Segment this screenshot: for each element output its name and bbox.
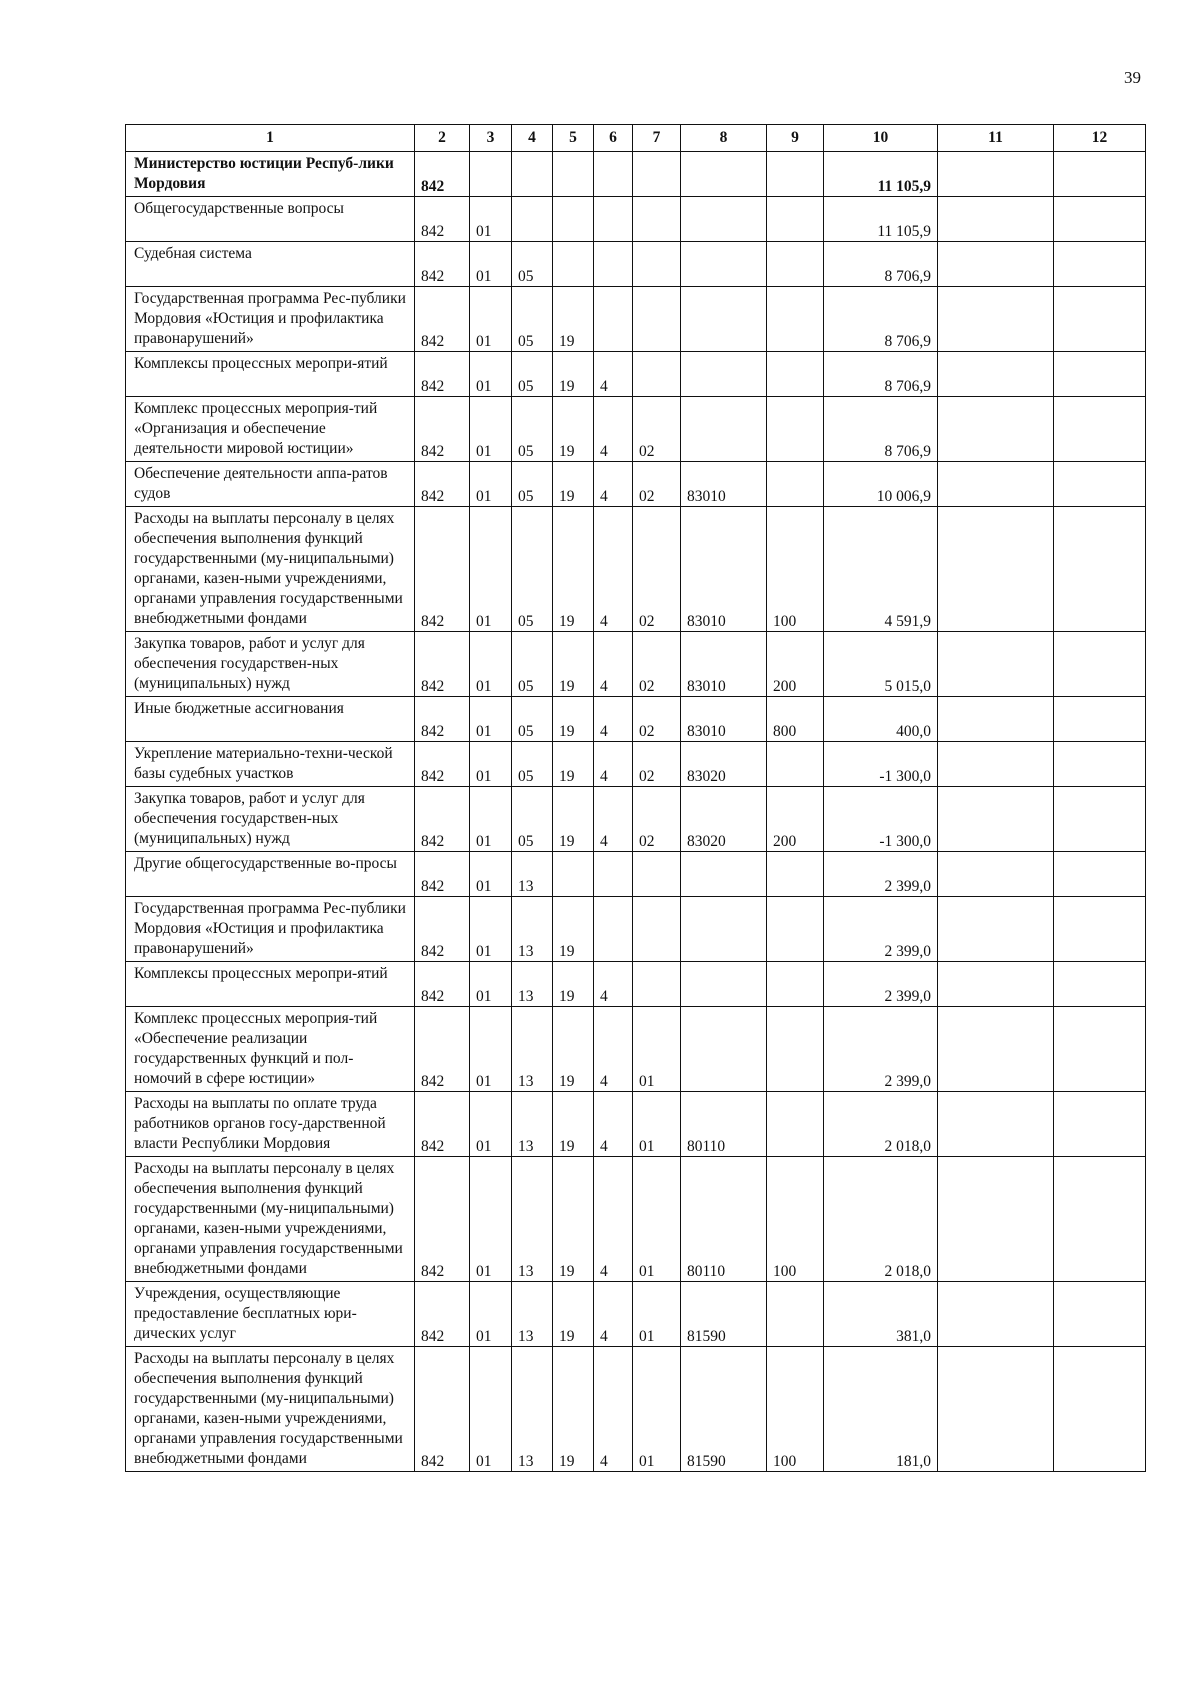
program-code-cell: 19 [553, 352, 594, 397]
col12-cell [1054, 152, 1146, 197]
target-code-cell: 83010 [681, 632, 767, 697]
program-code-cell [553, 852, 594, 897]
section-code-cell: 01 [470, 1282, 512, 1347]
col12-cell [1054, 1157, 1146, 1282]
subprogram-code-cell: 4 [594, 1092, 633, 1157]
target-code-cell [681, 897, 767, 962]
target-code-cell: 83010 [681, 697, 767, 742]
table-row [126, 897, 1146, 962]
column-header: 5 [553, 125, 594, 152]
complex-code-cell [633, 897, 681, 962]
col11-cell [938, 1282, 1054, 1347]
amount-cell: 181,0 [824, 1347, 938, 1472]
target-code-cell: 83010 [681, 462, 767, 507]
amount-cell: 2 399,0 [824, 962, 938, 1007]
expense-type-cell: 100 [767, 1347, 824, 1472]
col11-cell [938, 1347, 1054, 1472]
col12-cell [1054, 1282, 1146, 1347]
table-row [126, 1282, 1146, 1347]
col12-cell [1054, 1347, 1146, 1472]
chapter-code-cell: 842 [415, 352, 470, 397]
subsection-code-cell: 05 [512, 462, 553, 507]
subsection-code-cell: 05 [512, 242, 553, 287]
row-name-cell: Обеспечение деятельности аппа-ратов судов [126, 462, 415, 507]
expense-type-cell: 200 [767, 787, 824, 852]
amount-cell: 11 105,9 [824, 197, 938, 242]
expense-type-cell [767, 1092, 824, 1157]
col11-cell [938, 1157, 1054, 1282]
col12-cell [1054, 352, 1146, 397]
section-code-cell: 01 [470, 1157, 512, 1282]
subprogram-code-cell: 4 [594, 507, 633, 632]
subprogram-code-cell [594, 242, 633, 287]
expense-type-cell [767, 1282, 824, 1347]
table-body [126, 152, 1146, 1472]
section-code-cell: 01 [470, 1347, 512, 1472]
subprogram-code-cell: 4 [594, 1347, 633, 1472]
subsection-code-cell: 13 [512, 1007, 553, 1092]
amount-cell: 8 706,9 [824, 352, 938, 397]
section-code-cell [470, 152, 512, 197]
target-code-cell [681, 242, 767, 287]
row-name-cell: Комплекс процессных мероприя-тий «Обеспечение реализации государственных функций и пол-номочий в сфере юстиции» [126, 1007, 415, 1092]
col11-cell [938, 787, 1054, 852]
col12-cell [1054, 1007, 1146, 1092]
chapter-code-cell: 842 [415, 697, 470, 742]
column-header: 2 [415, 125, 470, 152]
section-code-cell: 01 [470, 852, 512, 897]
row-name-cell: Расходы на выплаты персоналу в целях обеспечения выполнения функций государственными (му-ниципальными) органами, казен-ными учреждениями, органами управления государственными внебюджетными фондами [126, 507, 415, 632]
amount-cell: 2 018,0 [824, 1157, 938, 1282]
amount-cell: -1 300,0 [824, 787, 938, 852]
target-code-cell [681, 397, 767, 462]
subsection-code-cell: 05 [512, 787, 553, 852]
section-code-cell: 01 [470, 1007, 512, 1092]
col12-cell [1054, 897, 1146, 962]
section-code-cell: 01 [470, 697, 512, 742]
program-code-cell [553, 152, 594, 197]
column-header: 1 [126, 125, 415, 152]
table-row [126, 197, 1146, 242]
program-code-cell: 19 [553, 1157, 594, 1282]
row-name-cell: Общегосударственные вопросы [126, 197, 415, 242]
target-code-cell [681, 1007, 767, 1092]
subsection-code-cell: 05 [512, 352, 553, 397]
program-code-cell: 19 [553, 787, 594, 852]
subsection-code-cell: 05 [512, 742, 553, 787]
amount-cell: 2 018,0 [824, 1092, 938, 1157]
complex-code-cell [633, 242, 681, 287]
chapter-code-cell: 842 [415, 742, 470, 787]
chapter-code-cell: 842 [415, 1282, 470, 1347]
chapter-code-cell: 842 [415, 1092, 470, 1157]
program-code-cell [553, 242, 594, 287]
budget-table [125, 124, 1146, 1472]
chapter-code-cell: 842 [415, 897, 470, 962]
subprogram-code-cell: 4 [594, 787, 633, 852]
amount-cell: 11 105,9 [824, 152, 938, 197]
table-row [126, 962, 1146, 1007]
table-row [126, 852, 1146, 897]
amount-cell: 381,0 [824, 1282, 938, 1347]
table-header-row [126, 125, 1146, 152]
table-row [126, 462, 1146, 507]
row-name-cell: Комплексы процессных меропри-ятий [126, 352, 415, 397]
section-code-cell: 01 [470, 352, 512, 397]
complex-code-cell: 02 [633, 397, 681, 462]
column-header: 8 [681, 125, 767, 152]
subprogram-code-cell [594, 852, 633, 897]
target-code-cell: 83020 [681, 787, 767, 852]
col12-cell [1054, 742, 1146, 787]
chapter-code-cell: 842 [415, 242, 470, 287]
table-row [126, 242, 1146, 287]
table-row [126, 742, 1146, 787]
chapter-code-cell: 842 [415, 632, 470, 697]
expense-type-cell: 200 [767, 632, 824, 697]
amount-cell: 5 015,0 [824, 632, 938, 697]
col11-cell [938, 1092, 1054, 1157]
amount-cell: 2 399,0 [824, 852, 938, 897]
complex-code-cell: 02 [633, 632, 681, 697]
target-code-cell: 80110 [681, 1157, 767, 1282]
expense-type-cell [767, 242, 824, 287]
col12-cell [1054, 632, 1146, 697]
subsection-code-cell [512, 152, 553, 197]
row-name-cell: Государственная программа Рес-публики Мордовия «Юстиция и профилактика правонарушений» [126, 287, 415, 352]
complex-code-cell [633, 197, 681, 242]
program-code-cell: 19 [553, 1347, 594, 1472]
section-code-cell: 01 [470, 962, 512, 1007]
section-code-cell: 01 [470, 287, 512, 352]
table-row [126, 507, 1146, 632]
expense-type-cell [767, 197, 824, 242]
subprogram-code-cell: 4 [594, 742, 633, 787]
amount-cell: 2 399,0 [824, 897, 938, 962]
section-code-cell: 01 [470, 507, 512, 632]
subsection-code-cell: 13 [512, 1347, 553, 1472]
page-number: 39 [1124, 68, 1141, 87]
col12-cell [1054, 462, 1146, 507]
col11-cell [938, 697, 1054, 742]
expense-type-cell [767, 152, 824, 197]
row-name-cell: Комплекс процессных мероприя-тий «Организация и обеспечение деятельности мировой юстиции» [126, 397, 415, 462]
col12-cell [1054, 197, 1146, 242]
table-row [126, 152, 1146, 197]
chapter-code-cell: 842 [415, 787, 470, 852]
col12-cell [1054, 242, 1146, 287]
table-row [126, 787, 1146, 852]
row-name-cell: Министерство юстиции Респуб-лики Мордовия [126, 152, 415, 197]
col12-cell [1054, 697, 1146, 742]
subsection-code-cell: 05 [512, 397, 553, 462]
expense-type-cell: 100 [767, 507, 824, 632]
column-header: 3 [470, 125, 512, 152]
chapter-code-cell: 842 [415, 1347, 470, 1472]
col12-cell [1054, 962, 1146, 1007]
table-row [126, 1347, 1146, 1472]
expense-type-cell [767, 352, 824, 397]
column-header: 12 [1054, 125, 1146, 152]
program-code-cell: 19 [553, 897, 594, 962]
col12-cell [1054, 787, 1146, 852]
amount-cell: 10 006,9 [824, 462, 938, 507]
program-code-cell: 19 [553, 742, 594, 787]
subprogram-code-cell: 4 [594, 962, 633, 1007]
col11-cell [938, 897, 1054, 962]
target-code-cell: 81590 [681, 1347, 767, 1472]
subprogram-code-cell: 4 [594, 1007, 633, 1092]
complex-code-cell [633, 352, 681, 397]
target-code-cell [681, 962, 767, 1007]
subprogram-code-cell: 4 [594, 697, 633, 742]
subprogram-code-cell: 4 [594, 397, 633, 462]
col11-cell [938, 462, 1054, 507]
column-header: 6 [594, 125, 633, 152]
col12-cell [1054, 397, 1146, 462]
row-name-cell: Государственная программа Рес-публики Мордовия «Юстиция и профилактика правонарушений» [126, 897, 415, 962]
chapter-code-cell: 842 [415, 287, 470, 352]
expense-type-cell [767, 897, 824, 962]
program-code-cell [553, 197, 594, 242]
expense-type-cell [767, 1007, 824, 1092]
col11-cell [938, 507, 1054, 632]
subsection-code-cell: 13 [512, 1092, 553, 1157]
subprogram-code-cell: 4 [594, 632, 633, 697]
subprogram-code-cell [594, 897, 633, 962]
target-code-cell [681, 152, 767, 197]
target-code-cell [681, 287, 767, 352]
row-name-cell: Учреждения, осуществляющие предоставление бесплатных юри-дических услуг [126, 1282, 415, 1347]
subsection-code-cell: 05 [512, 507, 553, 632]
table-row [126, 397, 1146, 462]
expense-type-cell [767, 397, 824, 462]
table-row [126, 1007, 1146, 1092]
subsection-code-cell: 13 [512, 897, 553, 962]
col11-cell [938, 197, 1054, 242]
expense-type-cell [767, 287, 824, 352]
row-name-cell: Расходы на выплаты персоналу в целях обеспечения выполнения функций государственными (му-ниципальными) органами, казен-ными учреждениями, органами управления государственными внебюджетными фондами [126, 1157, 415, 1282]
subprogram-code-cell [594, 152, 633, 197]
amount-cell: 4 591,9 [824, 507, 938, 632]
complex-code-cell [633, 287, 681, 352]
section-code-cell: 01 [470, 787, 512, 852]
row-name-cell: Иные бюджетные ассигнования [126, 697, 415, 742]
row-name-cell: Судебная система [126, 242, 415, 287]
column-header: 9 [767, 125, 824, 152]
complex-code-cell: 01 [633, 1092, 681, 1157]
row-name-cell: Закупка товаров, работ и услуг для обеспечения государствен-ных (муниципальных) нужд [126, 632, 415, 697]
complex-code-cell [633, 852, 681, 897]
program-code-cell: 19 [553, 1007, 594, 1092]
table-row [126, 1092, 1146, 1157]
column-header: 10 [824, 125, 938, 152]
amount-cell: 400,0 [824, 697, 938, 742]
row-name-cell: Расходы на выплаты по оплате труда работников органов госу-дарственной власти Республики Мордовия [126, 1092, 415, 1157]
program-code-cell: 19 [553, 287, 594, 352]
section-code-cell: 01 [470, 632, 512, 697]
subsection-code-cell: 13 [512, 962, 553, 1007]
col11-cell [938, 632, 1054, 697]
subsection-code-cell: 05 [512, 697, 553, 742]
expense-type-cell [767, 962, 824, 1007]
col11-cell [938, 242, 1054, 287]
amount-cell: 2 399,0 [824, 1007, 938, 1092]
target-code-cell: 81590 [681, 1282, 767, 1347]
subprogram-code-cell [594, 197, 633, 242]
complex-code-cell: 02 [633, 507, 681, 632]
col11-cell [938, 352, 1054, 397]
target-code-cell [681, 352, 767, 397]
subprogram-code-cell: 4 [594, 1157, 633, 1282]
subsection-code-cell: 05 [512, 287, 553, 352]
col12-cell [1054, 507, 1146, 632]
section-code-cell: 01 [470, 242, 512, 287]
chapter-code-cell: 842 [415, 1157, 470, 1282]
table-row [126, 632, 1146, 697]
section-code-cell: 01 [470, 197, 512, 242]
expense-type-cell [767, 852, 824, 897]
chapter-code-cell: 842 [415, 152, 470, 197]
col12-cell [1054, 852, 1146, 897]
program-code-cell: 19 [553, 697, 594, 742]
program-code-cell: 19 [553, 962, 594, 1007]
program-code-cell: 19 [553, 632, 594, 697]
subsection-code-cell: 05 [512, 632, 553, 697]
table-row [126, 1157, 1146, 1282]
col12-cell [1054, 1092, 1146, 1157]
table-row [126, 352, 1146, 397]
complex-code-cell: 01 [633, 1282, 681, 1347]
subprogram-code-cell: 4 [594, 1282, 633, 1347]
complex-code-cell: 01 [633, 1347, 681, 1472]
target-code-cell: 83010 [681, 507, 767, 632]
complex-code-cell: 02 [633, 742, 681, 787]
subsection-code-cell: 13 [512, 1282, 553, 1347]
complex-code-cell [633, 152, 681, 197]
column-header: 11 [938, 125, 1054, 152]
subsection-code-cell: 13 [512, 1157, 553, 1282]
complex-code-cell: 01 [633, 1157, 681, 1282]
table-row [126, 697, 1146, 742]
complex-code-cell: 02 [633, 787, 681, 852]
chapter-code-cell: 842 [415, 852, 470, 897]
section-code-cell: 01 [470, 397, 512, 462]
target-code-cell: 83020 [681, 742, 767, 787]
chapter-code-cell: 842 [415, 1007, 470, 1092]
expense-type-cell: 800 [767, 697, 824, 742]
col11-cell [938, 287, 1054, 352]
target-code-cell: 80110 [681, 1092, 767, 1157]
chapter-code-cell: 842 [415, 462, 470, 507]
amount-cell: 8 706,9 [824, 397, 938, 462]
chapter-code-cell: 842 [415, 197, 470, 242]
col12-cell [1054, 287, 1146, 352]
expense-type-cell: 100 [767, 1157, 824, 1282]
complex-code-cell: 01 [633, 1007, 681, 1092]
expense-type-cell [767, 742, 824, 787]
section-code-cell: 01 [470, 1092, 512, 1157]
col11-cell [938, 962, 1054, 1007]
col11-cell [938, 742, 1054, 787]
subsection-code-cell [512, 197, 553, 242]
target-code-cell [681, 197, 767, 242]
col11-cell [938, 1007, 1054, 1092]
section-code-cell: 01 [470, 742, 512, 787]
row-name-cell: Комплексы процессных меропри-ятий [126, 962, 415, 1007]
program-code-cell: 19 [553, 462, 594, 507]
column-header: 7 [633, 125, 681, 152]
complex-code-cell: 02 [633, 462, 681, 507]
chapter-code-cell: 842 [415, 962, 470, 1007]
subsection-code-cell: 13 [512, 852, 553, 897]
expense-type-cell [767, 462, 824, 507]
subprogram-code-cell: 4 [594, 352, 633, 397]
program-code-cell: 19 [553, 1092, 594, 1157]
row-name-cell: Расходы на выплаты персоналу в целях обеспечения выполнения функций государственными (му-ниципальными) органами, казен-ными учреждениями, органами управления государственными внебюджетными фондами [126, 1347, 415, 1472]
program-code-cell: 19 [553, 1282, 594, 1347]
subprogram-code-cell [594, 287, 633, 352]
program-code-cell: 19 [553, 507, 594, 632]
target-code-cell [681, 852, 767, 897]
chapter-code-cell: 842 [415, 507, 470, 632]
row-name-cell: Другие общегосударственные во-просы [126, 852, 415, 897]
complex-code-cell: 02 [633, 697, 681, 742]
program-code-cell: 19 [553, 397, 594, 462]
chapter-code-cell: 842 [415, 397, 470, 462]
amount-cell: 8 706,9 [824, 242, 938, 287]
subprogram-code-cell: 4 [594, 462, 633, 507]
col11-cell [938, 152, 1054, 197]
section-code-cell: 01 [470, 897, 512, 962]
section-code-cell: 01 [470, 462, 512, 507]
col11-cell [938, 397, 1054, 462]
amount-cell: -1 300,0 [824, 742, 938, 787]
col11-cell [938, 852, 1054, 897]
complex-code-cell [633, 962, 681, 1007]
row-name-cell: Закупка товаров, работ и услуг для обеспечения государствен-ных (муниципальных) нужд [126, 787, 415, 852]
amount-cell: 8 706,9 [824, 287, 938, 352]
column-header: 4 [512, 125, 553, 152]
table-row [126, 287, 1146, 352]
row-name-cell: Укрепление материально-техни-ческой базы судебных участков [126, 742, 415, 787]
